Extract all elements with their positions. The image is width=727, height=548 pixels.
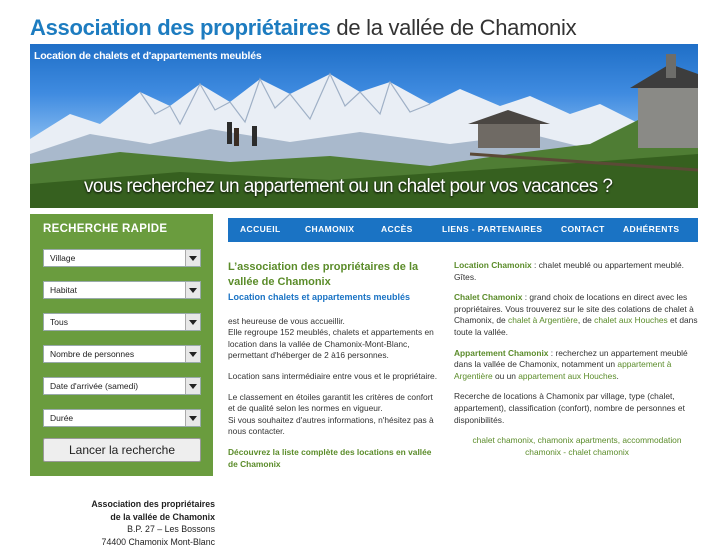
- arrival-date-select[interactable]: [43, 377, 201, 395]
- seo-keywords[interactable]: chalet chamonix, chamonix apartments, accommodation chamonix - chalet chamonix: [454, 435, 700, 458]
- arrival-date-select-value: Date d'arrivée (samedi): [50, 381, 138, 391]
- chalet-houches-link[interactable]: chalet aux Houches: [594, 315, 668, 325]
- banner-slogan: vous recherchez un appartement ou un chalet pour vos vacances ?: [84, 176, 612, 198]
- page-subtitle: Location chalets et appartements meublés: [228, 292, 438, 304]
- location-chamonix-text: : chalet meublé ou appartement meublé. Gîtes.: [454, 260, 684, 282]
- address-org-line1: Association des propriétaires: [30, 498, 215, 511]
- site-title[interactable]: [30, 12, 698, 44]
- chevron-down-icon[interactable]: [185, 282, 200, 298]
- appartement-chamonix-text-2: ou un: [493, 371, 519, 381]
- appartement-argentiere-link[interactable]: appartement à Argentière: [454, 359, 671, 381]
- nav-liens-partenaires[interactable]: LIENS - PARTENAIRES: [442, 218, 542, 242]
- chalet-argentiere-link[interactable]: chalet à Argentière: [508, 315, 578, 325]
- chevron-down-icon[interactable]: [185, 346, 200, 362]
- category-select-value: Tous: [50, 317, 68, 327]
- intro-column: [228, 260, 438, 470]
- habitat-select-value: Habitat: [50, 285, 77, 295]
- appartement-chamonix-text-3: .: [617, 371, 619, 381]
- intro-no-intermediary: Location sans intermédiaire entre vous et le propriétaire.: [228, 371, 438, 383]
- search-description: Recerche de locations à Chamonix par village, type (chalet, appartement), classification (confort), nombre de personnes et disponibilités.: [454, 391, 700, 426]
- category-select[interactable]: [43, 313, 201, 331]
- habitat-select[interactable]: [43, 281, 201, 299]
- appartement-chamonix-text-1: : recherchez un appartement meublé dans la vallée de Chamonix, notamment un: [454, 348, 688, 370]
- nav-contact[interactable]: CONTACT: [561, 218, 605, 242]
- village-select-value: Village: [50, 253, 75, 263]
- intro-contact: Si vous souhaitez d'autres informations, n'hésitez pas à nous contacter.: [228, 415, 438, 438]
- page-title: L’association des propriétaires de la vallée de Chamonix: [228, 260, 438, 290]
- chevron-down-icon[interactable]: [185, 314, 200, 330]
- location-chamonix-link[interactable]: Location Chamonix: [454, 260, 532, 270]
- appartement-chamonix-link[interactable]: Appartement Chamonix: [454, 348, 548, 358]
- site-title-light: de la vallée de Chamonix: [331, 15, 577, 40]
- appartement-houches-link[interactable]: appartement aux Houches: [518, 371, 616, 381]
- banner-image: [30, 44, 698, 208]
- banner-subtitle: Location de chalets et d'appartements meublés: [34, 50, 261, 62]
- intro-star-rating: Le classement en étoiles garantit les critères de confort et de qualité selon les normes en vigueur.: [228, 392, 438, 415]
- chevron-down-icon[interactable]: [185, 378, 200, 394]
- search-button[interactable]: Lancer la recherche: [43, 438, 201, 462]
- site-header: [30, 12, 698, 44]
- persons-select-value: Nombre de personnes: [50, 349, 134, 359]
- duration-select[interactable]: [43, 409, 201, 427]
- chalet-chamonix-text-2: , de: [578, 315, 594, 325]
- chalet-chamonix-paragraph: [454, 292, 700, 338]
- location-chamonix-paragraph: [454, 260, 700, 283]
- address-po-box: B.P. 27 – Les Bossons: [30, 523, 215, 536]
- duration-select-value: Durée: [50, 413, 73, 423]
- village-select[interactable]: [43, 249, 201, 267]
- nav-accueil[interactable]: ACCUEIL: [240, 218, 281, 242]
- quick-search-title: RECHERCHE RAPIDE: [43, 223, 167, 235]
- chalet-chamonix-link[interactable]: Chalet Chamonix: [454, 292, 522, 302]
- postal-address: [30, 498, 215, 548]
- chevron-down-icon[interactable]: [185, 410, 200, 426]
- quick-search-panel: [30, 214, 213, 476]
- address-city: 74400 Chamonix Mont-Blanc: [30, 536, 215, 548]
- full-listing-link[interactable]: Découvrez la liste complète des locations en vallée de Chamonix: [228, 447, 438, 470]
- site-title-strong: Association des propriétaires: [30, 15, 331, 40]
- chalet-chamonix-text-1: : grand choix de locations en direct avec les propriétaires. Vous trouverez sur le site des colations de chalet à Chamonix, de: [454, 292, 694, 325]
- persons-select[interactable]: [43, 345, 201, 363]
- address-org-line2: de la vallée de Chamonix: [30, 511, 215, 524]
- intro-welcome: est heureuse de vous accueillir.: [228, 316, 438, 328]
- main-nav: [228, 218, 698, 242]
- nav-adherents[interactable]: ADHÉRENTS: [623, 218, 680, 242]
- links-column: [454, 260, 700, 458]
- appartement-chamonix-paragraph: [454, 348, 700, 383]
- chalet-chamonix-text-3: et dans toute la vallée.: [454, 315, 698, 337]
- nav-acces[interactable]: ACCÈS: [381, 218, 413, 242]
- nav-chamonix[interactable]: CHAMONIX: [305, 218, 354, 242]
- intro-description: Elle regroupe 152 meublés, chalets et appartements en location dans la vallée de Chamonix-Mont-Blanc, permettant d'héberger de 2 à16 personnes.: [228, 327, 438, 362]
- chevron-down-icon[interactable]: [185, 250, 200, 266]
